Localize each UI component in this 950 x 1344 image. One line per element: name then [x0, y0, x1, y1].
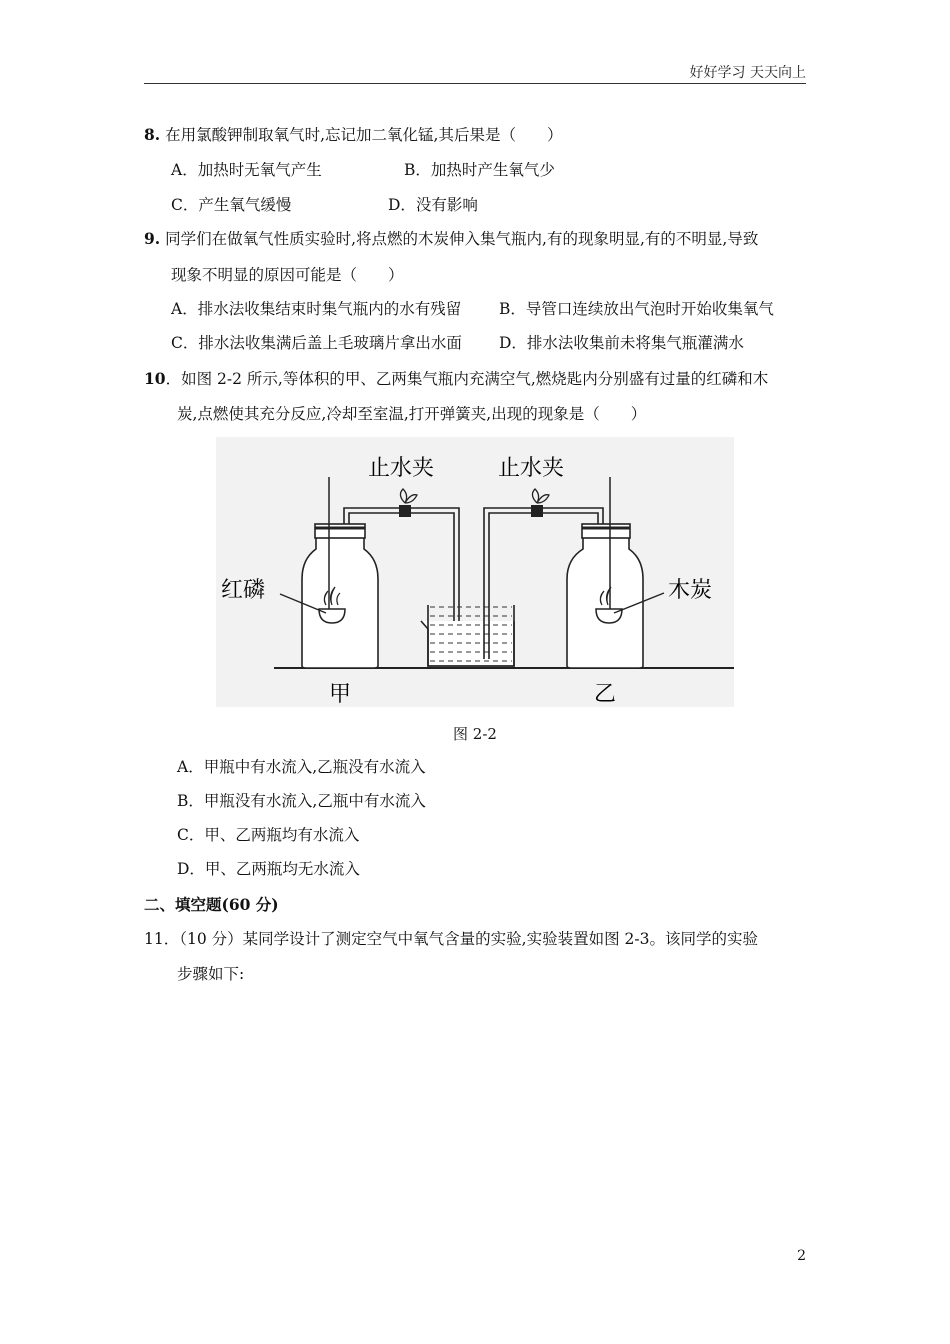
q9-option-d: D．排水法收集前未将集气瓶灌满水	[499, 334, 744, 352]
q10-option-a: A．甲瓶中有水流入,乙瓶没有水流入	[177, 758, 426, 776]
section-title: 二、填空题(60 分)	[144, 895, 279, 914]
q11-number: 11．	[144, 930, 180, 948]
q10-option-d: D．甲、乙两瓶均无水流入	[177, 860, 360, 878]
q8-option-d: D．没有影响	[388, 196, 478, 214]
q9-number: 9.	[144, 229, 161, 248]
q10-number: 10	[144, 369, 166, 388]
q10-option-b: B．甲瓶没有水流入,乙瓶中有水流入	[177, 792, 426, 810]
q10-stem-line1	[144, 369, 768, 389]
q8-option-b: B．加热时产生氧气少	[404, 161, 555, 179]
label-jia: 甲	[329, 682, 352, 707]
label-clamp-right: 止水夹	[498, 456, 565, 481]
clamp-jia	[399, 505, 411, 517]
apparatus-figure	[216, 437, 734, 707]
q8-text: 在用氯酸钾制取氧气时,忘记加二氧化锰,其后果是（ ）	[165, 126, 563, 144]
q10-option-c: C．甲、乙两瓶均有水流入	[177, 826, 360, 844]
q9-stem-line2: 现象不明显的原因可能是（ ）	[171, 266, 404, 284]
page-number: 2	[797, 1248, 806, 1264]
stopper-jia	[315, 524, 365, 538]
bottle-yi	[567, 532, 643, 668]
q9-option-c: C．排水法收集满后盖上毛玻璃片拿出水面	[171, 334, 462, 352]
q9-text-1: 同学们在做氧气性质实验时,将点燃的木炭伸入集气瓶内,有的现象明显,有的不明显,导致	[165, 230, 759, 248]
q11-text-1: （10 分）某同学设计了测定空气中氧气含量的实验,实验装置如图 2-3。该同学的实验	[179, 930, 758, 948]
apparatus-diagram	[216, 437, 734, 707]
q8-option-c: C．产生氧气缓慢	[171, 196, 292, 214]
stopper-yi	[582, 524, 630, 538]
label-yi: 乙	[594, 682, 617, 707]
q9-option-b: B．导管口连续放出气泡时开始收集氧气	[499, 300, 774, 318]
q8-option-a: A．加热时无氧气产生	[171, 161, 322, 179]
q9-stem-line1	[144, 229, 758, 249]
q11-stem-line2: 步骤如下:	[177, 965, 245, 983]
header-rule	[144, 83, 806, 84]
q9-option-a: A．排水法收集结束时集气瓶内的水有残留	[171, 300, 462, 318]
label-phosphorus: 红磷	[221, 578, 266, 603]
q8-number: 8.	[144, 125, 161, 144]
bottle-jia	[302, 532, 378, 668]
label-clamp-left: 止水夹	[368, 456, 435, 481]
clamp-yi	[531, 505, 543, 517]
figure-caption: 图 2-2	[453, 725, 497, 743]
q11-stem-line1	[144, 929, 758, 949]
q8-stem	[144, 125, 562, 145]
label-charcoal: 木炭	[668, 578, 713, 603]
page-header: 好好学习 天天向上	[689, 65, 806, 81]
q10-text-1: ．如图 2-2 所示,等体积的甲、乙两集气瓶内充满空气,燃烧匙内分别盛有过量的红磷和木	[165, 370, 769, 388]
q10-stem-line2: 炭,点燃使其充分反应,冷却至室温,打开弹簧夹,出现的现象是（ ）	[177, 405, 647, 423]
